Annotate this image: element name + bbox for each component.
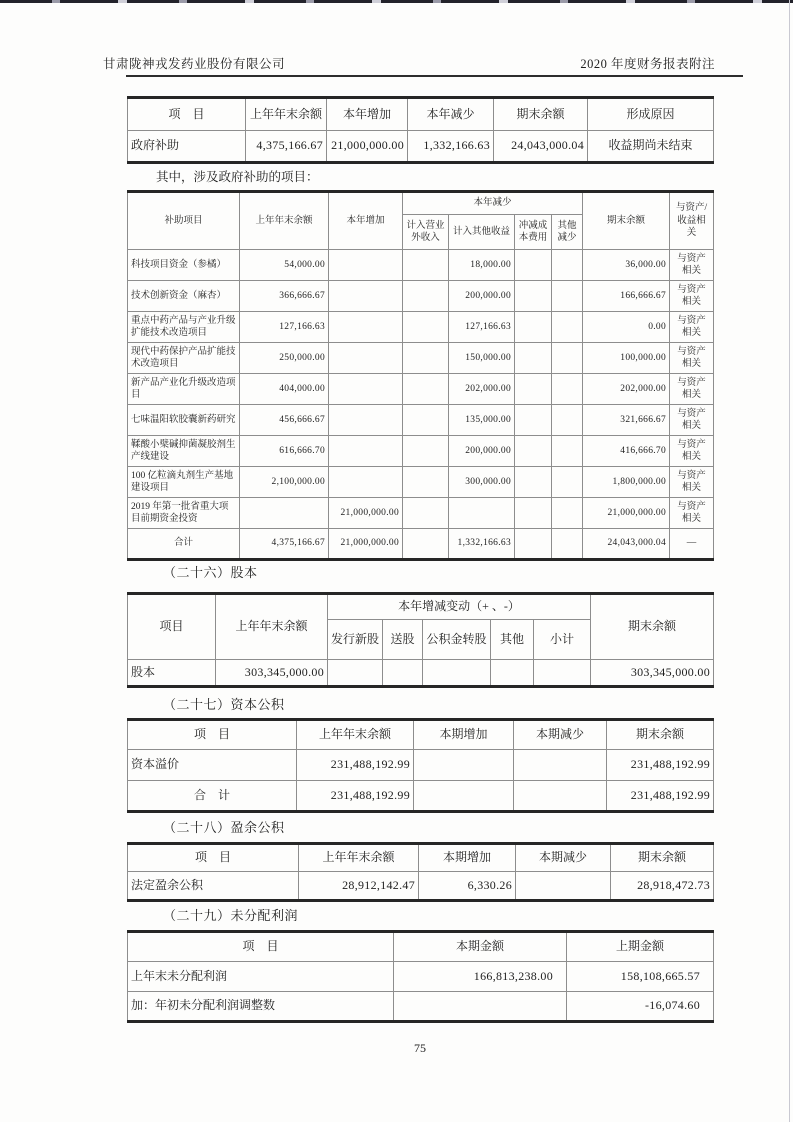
- table-cell: 与资产相关: [670, 436, 714, 467]
- table-row: [128, 992, 714, 1022]
- table-cell: [552, 436, 583, 467]
- table-cell: 1,332,166.63: [449, 529, 515, 560]
- table-cell: [534, 660, 591, 687]
- table-cell: 166,666.67: [583, 281, 670, 312]
- table-cell: 上年末未分配利润: [128, 962, 394, 992]
- table-cell: 0.00: [583, 312, 670, 343]
- table-cell: 加：年初未分配利润调整数: [128, 992, 394, 1022]
- table-cell: 135,000.00: [449, 405, 515, 436]
- table-cell: 127,166.63: [449, 312, 515, 343]
- column-header: 送股: [383, 620, 423, 660]
- subsidy-detail-table: [127, 190, 714, 561]
- table-cell: 404,000.00: [240, 374, 329, 405]
- column-header: 本期增加: [414, 720, 514, 750]
- table-cell: 与资产相关: [670, 312, 714, 343]
- table-cell: 416,666.70: [583, 436, 670, 467]
- table-row: [128, 312, 714, 343]
- table-cell: [403, 343, 449, 374]
- table-header-row: [128, 720, 714, 750]
- table-cell: [403, 405, 449, 436]
- table-cell: 重点中药产品与产业升级扩能技术改造项目: [128, 312, 240, 343]
- section-heading-29: （二十九）未分配利润: [163, 908, 299, 923]
- table-cell: 250,000.00: [240, 343, 329, 374]
- table-cell: 资本溢价: [128, 750, 297, 781]
- table-row: [128, 250, 714, 281]
- table-header-row: [128, 932, 714, 962]
- table-cell: 321,666.67: [583, 405, 670, 436]
- table-cell: [329, 343, 403, 374]
- table-cell: 鞣酸小檗碱抑菌凝胶剂生产线建设: [128, 436, 240, 467]
- column-header: 其他减少: [552, 215, 583, 250]
- table-row: [128, 436, 714, 467]
- table-cell: [515, 436, 552, 467]
- table-cell: 303,345,000.00: [591, 660, 714, 687]
- surplus-reserve-table: [127, 842, 714, 902]
- table-cell: 科技项目资金（参橘）: [128, 250, 240, 281]
- table-cell: 100,000.00: [583, 343, 670, 374]
- header-divider: [126, 75, 743, 77]
- table-cell: 150,000.00: [449, 343, 515, 374]
- table-cell: 21,000,000.00: [329, 529, 403, 560]
- table-total-row: [128, 529, 714, 560]
- table-cell: 2,100,000.00: [240, 467, 329, 498]
- column-header-group: 本年增减变动（+ 、-）: [328, 594, 591, 620]
- table-cell: [403, 250, 449, 281]
- table-header-row: [128, 594, 714, 620]
- table-cell: 18,000.00: [449, 250, 515, 281]
- column-header: 冲减成本费用: [515, 215, 552, 250]
- column-header: 项 目: [128, 932, 394, 962]
- table-row: [128, 374, 714, 405]
- document-header: [103, 54, 715, 72]
- column-header: 项 目: [128, 844, 299, 872]
- table-cell: —: [670, 529, 714, 560]
- table-cell: 收益期尚未结束: [588, 131, 714, 163]
- section-heading-26: （二十六）股本: [163, 565, 258, 580]
- table-cell: [423, 660, 491, 687]
- table-row: [128, 962, 714, 992]
- table-cell: 合计: [128, 529, 240, 560]
- table-cell: -16,074.60: [567, 992, 714, 1022]
- scan-artifact-top-edge: [0, 0, 793, 3]
- column-header: 期末余额: [591, 594, 714, 660]
- table-cell: [403, 374, 449, 405]
- scan-artifact-right-edge: [789, 0, 790, 1122]
- table-cell: 231,488,192.99: [607, 750, 714, 781]
- table-cell: [552, 467, 583, 498]
- table-row: [128, 343, 714, 374]
- column-header: 项目: [128, 594, 216, 660]
- table-header-row: [128, 98, 714, 131]
- table-cell: 231,488,192.99: [607, 781, 714, 812]
- capital-reserve-table: [127, 718, 714, 813]
- gov-subsidy-summary-table: [127, 96, 714, 164]
- table-cell: [514, 750, 607, 781]
- table-header-row: [128, 844, 714, 872]
- table-cell: 与资产相关: [670, 343, 714, 374]
- table-cell: [329, 436, 403, 467]
- table-cell: 2019 年第一批省重大项目前期资金投资: [128, 498, 240, 529]
- table-row: [128, 467, 714, 498]
- table-cell: 28,918,472.73: [611, 872, 714, 901]
- table-cell: [552, 281, 583, 312]
- table-cell: 与资产相关: [670, 467, 714, 498]
- table-cell: 21,000,000.00: [327, 131, 408, 163]
- table-cell: [515, 498, 552, 529]
- company-name: 甘肃陇神戎发药业股份有限公司: [103, 57, 286, 71]
- table-cell: [515, 467, 552, 498]
- table-cell: [552, 250, 583, 281]
- column-header: 计入其他收益: [449, 215, 515, 250]
- column-header: 形成原因: [588, 98, 714, 131]
- table-cell: 与资产相关: [670, 405, 714, 436]
- table-cell: 法定盈余公积: [128, 872, 299, 901]
- column-header: 计入营业外收入: [403, 215, 449, 250]
- table-cell: 166,813,238.00: [394, 962, 567, 992]
- column-header: 期末余额: [611, 844, 714, 872]
- table-cell: 36,000.00: [583, 250, 670, 281]
- table-cell: 政府补助: [128, 131, 246, 163]
- table-cell: 现代中药保护产品扩能技术改造项目: [128, 343, 240, 374]
- table-cell: 200,000.00: [449, 281, 515, 312]
- table-cell: 202,000.00: [449, 374, 515, 405]
- table-cell: [329, 312, 403, 343]
- table-cell: [403, 312, 449, 343]
- table-row: [128, 498, 714, 529]
- column-header: 本期减少: [516, 844, 611, 872]
- table-cell: 456,666.67: [240, 405, 329, 436]
- table-cell: [515, 250, 552, 281]
- table-cell: [403, 436, 449, 467]
- table-cell: 200,000.00: [449, 436, 515, 467]
- page-number: 75: [414, 1041, 426, 1055]
- column-header: 项 目: [128, 98, 246, 131]
- table-cell: [515, 343, 552, 374]
- table-row: [128, 281, 714, 312]
- column-header: 期末余额: [494, 98, 588, 131]
- table-cell: [414, 750, 514, 781]
- table-cell: [516, 872, 611, 901]
- section-heading-27: （二十七）资本公积: [163, 697, 285, 712]
- table-cell: [240, 498, 329, 529]
- column-header: 发行新股: [328, 620, 383, 660]
- table-cell: [329, 405, 403, 436]
- column-header: 期末余额: [583, 192, 670, 250]
- table-cell: 24,043,000.04: [583, 529, 670, 560]
- column-header: 上年年末余额: [297, 720, 414, 750]
- table-cell: [394, 992, 567, 1022]
- table-cell: [552, 405, 583, 436]
- table-cell: 158,108,665.57: [567, 962, 714, 992]
- column-header: 本期金额: [394, 932, 567, 962]
- table-cell: 股本: [128, 660, 216, 687]
- table-total-row: [128, 781, 714, 812]
- table-cell: 24,043,000.04: [494, 131, 588, 163]
- table-cell: [514, 781, 607, 812]
- table-cell: 127,166.63: [240, 312, 329, 343]
- table-cell: 1,332,166.63: [408, 131, 494, 163]
- column-header: 上年年末余额: [246, 98, 327, 131]
- table-cell: [403, 467, 449, 498]
- table-cell: [552, 343, 583, 374]
- table-cell: 616,666.70: [240, 436, 329, 467]
- table-cell: 100 亿粒滴丸剂生产基地建设项目: [128, 467, 240, 498]
- table-cell: 6,330.26: [419, 872, 516, 901]
- table-cell: 231,488,192.99: [297, 750, 414, 781]
- table-cell: 366,666.67: [240, 281, 329, 312]
- table-cell: 与资产相关: [670, 281, 714, 312]
- table-cell: 21,000,000.00: [329, 498, 403, 529]
- table-cell: 54,000.00: [240, 250, 329, 281]
- table-cell: 4,375,166.67: [240, 529, 329, 560]
- table-cell: [515, 374, 552, 405]
- table-cell: 合 计: [128, 781, 297, 812]
- column-header: 期末余额: [607, 720, 714, 750]
- table-cell: [491, 660, 534, 687]
- section-heading-28: （二十八）盈余公积: [163, 820, 285, 835]
- subsidy-note: 其中，涉及政府补助的项目：: [156, 170, 319, 184]
- table-cell: 与资产相关: [670, 374, 714, 405]
- table-cell: 技术创新资金（麻杏）: [128, 281, 240, 312]
- table-cell: [515, 529, 552, 560]
- table-cell: 七味温阳软胶囊新药研究: [128, 405, 240, 436]
- undistributed-profit-table: [127, 930, 714, 1023]
- table-cell: [515, 405, 552, 436]
- column-header: 上期金额: [567, 932, 714, 962]
- column-header: 上年年末余额: [299, 844, 419, 872]
- column-header: 本年增加: [329, 192, 403, 250]
- table-cell: 300,000.00: [449, 467, 515, 498]
- table-cell: [329, 281, 403, 312]
- column-header: 上年年末余额: [216, 594, 328, 660]
- table-cell: 4,375,166.67: [246, 131, 327, 163]
- column-header: 其他: [491, 620, 534, 660]
- column-header: 本年增加: [327, 98, 408, 131]
- table-cell: [383, 660, 423, 687]
- table-cell: [552, 498, 583, 529]
- column-header: 本期减少: [514, 720, 607, 750]
- column-header: 公积金转股: [423, 620, 491, 660]
- table-cell: [403, 498, 449, 529]
- report-title: 2020 年度财务报表附注: [580, 57, 715, 71]
- column-header: 与资产/收益相关: [670, 192, 714, 250]
- table-row: [128, 405, 714, 436]
- column-header: 本期增加: [419, 844, 516, 872]
- table-cell: 与资产相关: [670, 250, 714, 281]
- table-cell: [552, 529, 583, 560]
- table-cell: [329, 467, 403, 498]
- table-cell: [328, 660, 383, 687]
- table-cell: 新产品产业化升级改造项目: [128, 374, 240, 405]
- table-cell: [552, 312, 583, 343]
- share-capital-table: [127, 592, 714, 688]
- table-cell: [403, 529, 449, 560]
- column-header: 本年减少: [408, 98, 494, 131]
- table-cell: [403, 281, 449, 312]
- table-row: [128, 131, 714, 163]
- table-row: [128, 750, 714, 781]
- table-cell: 1,800,000.00: [583, 467, 670, 498]
- table-cell: 28,912,142.47: [299, 872, 419, 901]
- table-cell: [515, 312, 552, 343]
- table-cell: 231,488,192.99: [297, 781, 414, 812]
- table-cell: [329, 374, 403, 405]
- column-header: 项 目: [128, 720, 297, 750]
- column-header: 上年年末余额: [240, 192, 329, 250]
- table-cell: [414, 781, 514, 812]
- table-cell: 21,000,000.00: [583, 498, 670, 529]
- table-cell: [329, 250, 403, 281]
- table-cell: 与资产相关: [670, 498, 714, 529]
- table-row: [128, 872, 714, 901]
- table-row: [128, 660, 714, 687]
- column-header-group: 本年减少: [403, 192, 583, 215]
- table-cell: 202,000.00: [583, 374, 670, 405]
- table-header-row: [128, 192, 714, 215]
- table-cell: 303,345,000.00: [216, 660, 328, 687]
- table-cell: [515, 281, 552, 312]
- column-header: 小计: [534, 620, 591, 660]
- table-cell: [449, 498, 515, 529]
- table-cell: [552, 374, 583, 405]
- column-header: 补助项目: [128, 192, 240, 250]
